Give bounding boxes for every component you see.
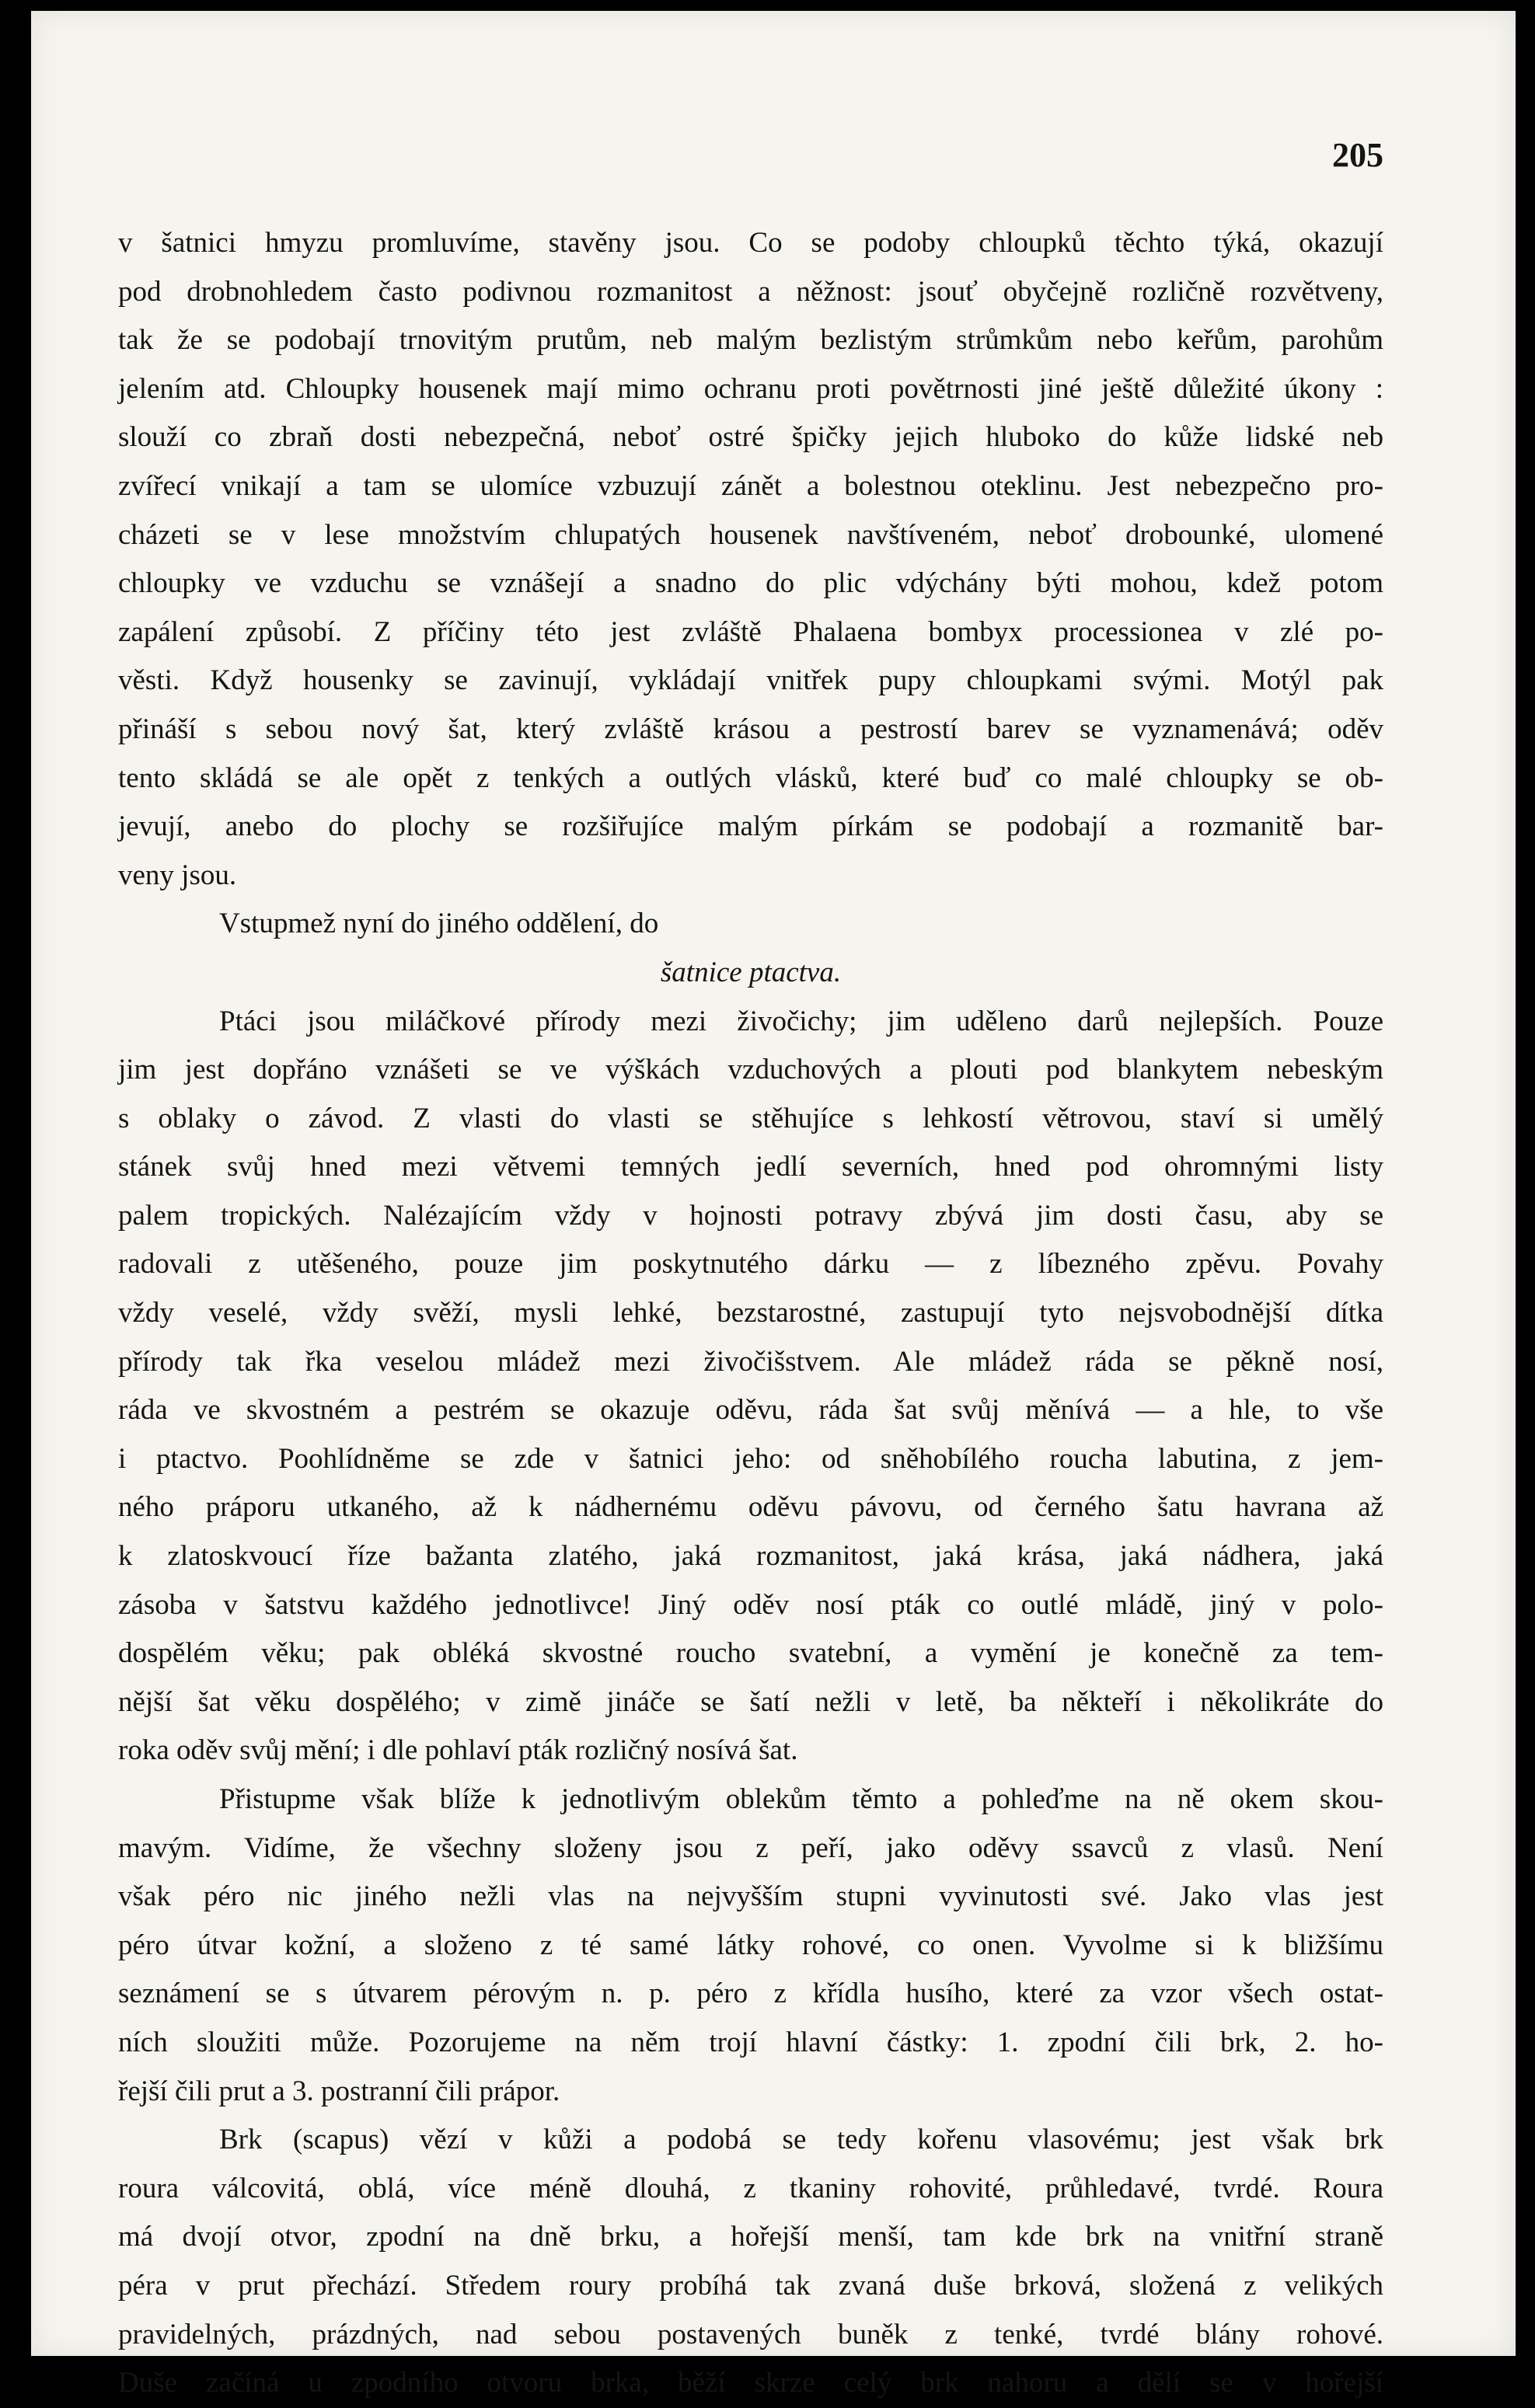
text-line: ráda ve skvostném a pestrém se okazuje oděvu, ráda šat svůj měnívá — a hle, to vše bbox=[118, 1394, 1383, 1427]
text-line: k zlatoskvoucí říze bažanta zlatého, jaká rozmanitost, jaká krása, jaká nádhera, jaká bbox=[118, 1540, 1383, 1573]
book-page bbox=[31, 11, 1516, 2399]
text-line: jim jest dopřáno vznášeti se ve výškách vzduchových a plouti pod blankytem nebeským bbox=[118, 1054, 1383, 1086]
text-line: radovali z utěšeného, pouze jim poskytnutého dárku — z líbezného zpěvu. Povahy bbox=[118, 1248, 1383, 1281]
text-line: i ptactvo. Poohlídněme se zde v šatnici jeho: od sněhobílého roucha labutina, z jem- bbox=[118, 1442, 1383, 1475]
text-line: jelením atd. Chloupky housenek mají mimo ochranu proti povětrnosti jiné ještě důležité úkony : bbox=[118, 372, 1383, 405]
text-line: zapálení způsobí. Z příčiny této jest zvláště Phalaena bombyx processionea v zlé po- bbox=[118, 615, 1383, 648]
text-line: pravidelných, prázdných, nad sebou postavených buněk z tenké, tvrdé blány rohové. bbox=[118, 2318, 1383, 2351]
text-line: chloupky ve vzduchu se vznášejí a snadno do plic vdýchány býti mohou, kdež potom bbox=[118, 567, 1383, 600]
text-line: tento skládá se ale opět z tenkých a outlých vlásků, které buď co malé chloupky se ob- bbox=[118, 761, 1383, 794]
text-line: nější šat věku dospělého; v zimě jináče se šatí nežli v letě, ba někteří i několikráte do bbox=[118, 1685, 1383, 1718]
text-line: věsti. Když housenky se zavinují, vykládají vnitřek pupy chloupkami svými. Motýl pak bbox=[118, 664, 1383, 697]
text-line: vždy veselé, vždy svěží, mysli lehké, bezstarostné, zastupují tyto nejsvobodnější dítka bbox=[118, 1297, 1383, 1329]
text-line: Vstupmež nyní do jiného oddělení, do bbox=[219, 908, 659, 940]
text-line: Ptáci jsou miláčkové přírody mezi živočichy; jim uděleno darů nejlepších. Pouze bbox=[219, 1005, 1383, 1037]
text-line: s oblaky o závod. Z vlasti do vlasti se stěhujíce s lehkostí větrovou, staví si umělý bbox=[118, 1102, 1383, 1134]
text-line: ních sloužiti může. Pozorujeme na něm trojí hlavní částky: 1. zpodní čili brk, 2. ho- bbox=[118, 2026, 1383, 2058]
text-line: však péro nic jiného nežli vlas na nejvyšším stupni vyvinutosti své. Jako vlas jest bbox=[118, 1880, 1383, 1913]
text-line: Přistupme však blíže k jednotlivým oblekům těmto a pohleďme na ně okem skou- bbox=[219, 1783, 1383, 1815]
text-line: péra v prut přechází. Středem roury probíhá tak zvaná duše brková, složená z velikých bbox=[118, 2269, 1383, 2302]
text-line: péro útvar kožní, a složeno z té samé látky rohové, co onen. Vyvolme si k bližšímu bbox=[118, 1929, 1383, 1961]
text-line: Duše začíná u zpodního otvoru brka, běží skrze celý brk nahoru a dělí se v hořejší bbox=[118, 2367, 1383, 2399]
text-line: mavým. Vidíme, že všechny složeny jsou z peří, jako oděvy ssavců z vlasů. Není bbox=[118, 1831, 1383, 1864]
text-line: pod drobnohledem často podivnou rozmanitost a něžnost: jsouť obyčejně rozličně rozvětveny, bbox=[118, 275, 1383, 308]
text-line: Brk (scapus) vězí v kůži a podobá se tedy kořenu vlasovému; jest však brk bbox=[219, 2124, 1383, 2156]
text-line: roura válcovitá, oblá, více méně dlouhá, z tkaniny rohovité, průhledavé, tvrdé. Roura bbox=[118, 2172, 1383, 2204]
text-line: řejší čili prut a 3. postranní čili prápor. bbox=[118, 2075, 560, 2107]
section-heading: šatnice ptactva. bbox=[660, 956, 842, 988]
text-line: přírody tak řka veselou mládež mezi živočišstvem. Ale mládež ráda se pěkně nosí, bbox=[118, 1345, 1383, 1378]
text-line: zásoba v šatstvu každého jednotlivce! Jiný oděv nosí pták co outlé mládě, jiný v polo- bbox=[118, 1588, 1383, 1621]
text-line: cházeti se v lese množstvím chlupatých housenek navštíveném, neboť drobounké, ulomené bbox=[118, 518, 1383, 551]
text-line: má dvojí otvor, zpodní na dně brku, a hořejší menší, tam kde brk na vnitřní straně bbox=[118, 2221, 1383, 2253]
text-line: seznámení se s útvarem pérovým n. p. péro z křídla husího, které za vzor všech ostat- bbox=[118, 1978, 1383, 2010]
text-line: zvířecí vnikají a tam se ulomíce vzbuzují zánět a bolestnou oteklinu. Jest nebezpečno pro- bbox=[118, 469, 1383, 502]
text-line: palem tropických. Nalézajícím vždy v hojnosti potravy zbývá jim dosti času, aby se bbox=[118, 1199, 1383, 1232]
text-line: dospělém věku; pak obléká skvostné roucho svatební, a vymění je konečně za tem- bbox=[118, 1637, 1383, 1670]
body-text bbox=[118, 219, 1383, 2408]
text-line: v šatnici hmyzu promluvíme, stavěny jsou. Co se podoby chloupků těchto týká, okazují bbox=[118, 227, 1383, 259]
page-number: 205 bbox=[1332, 136, 1383, 174]
text-line: roka oděv svůj mění; i dle pohlaví pták rozličný nosívá šat. bbox=[118, 1734, 798, 1767]
text-line: stánek svůj hned mezi větvemi temných jedlí severních, hned pod ohromnými listy bbox=[118, 1151, 1383, 1183]
text-line: ného práporu utkaného, až k nádhernému oděvu pávovu, od černého šatu havrana až bbox=[118, 1491, 1383, 1524]
text-line: slouží co zbraň dosti nebezpečná, neboť ostré špičky jejich hluboko do kůže lidské neb bbox=[118, 421, 1383, 454]
text-line: veny jsou. bbox=[118, 859, 237, 891]
text-line: tak že se podobají trnovitým prutům, neb malým bezlistým strůmkům nebo keřům, parohům bbox=[118, 324, 1383, 357]
text-line: jevují, anebo do plochy se rozšiřujíce malým pírkám se podobají a rozmanitě bar- bbox=[118, 810, 1383, 843]
text-line: přináší s sebou nový šat, který zvláště krásou a pestrostí barev se vyznamenává; oděv bbox=[118, 713, 1383, 745]
